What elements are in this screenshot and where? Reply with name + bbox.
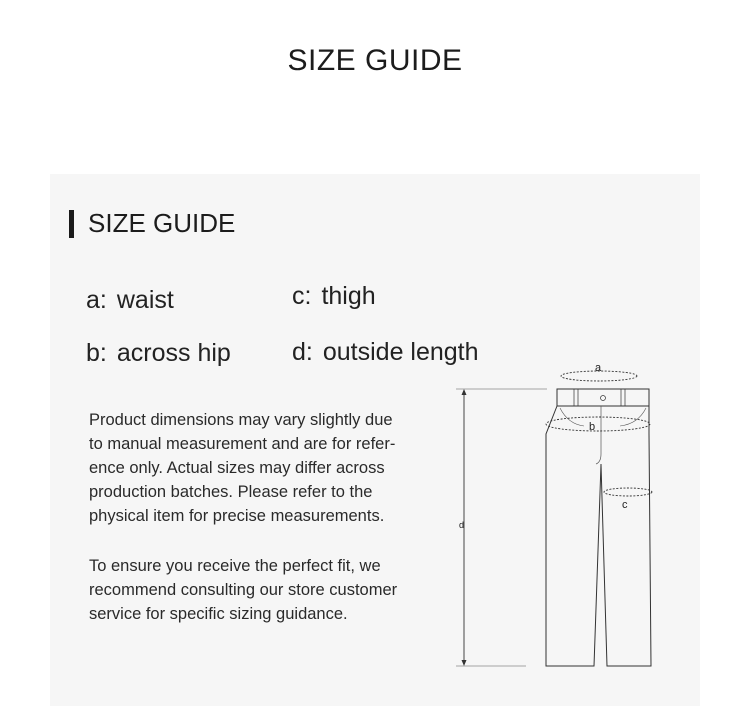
paragraph-line: ence only. Actual sizes may differ across — [89, 459, 385, 477]
size-guide-panel — [50, 174, 700, 706]
legend-label: thigh — [321, 282, 376, 310]
disclaimer-paragraph — [89, 408, 459, 528]
arrow-up-icon — [462, 389, 467, 395]
legend-label: across hip — [116, 339, 231, 367]
fly-stitch — [596, 406, 601, 464]
label-b: b — [589, 421, 596, 433]
paragraph-line: service for specific sizing guidance. — [89, 605, 348, 623]
button-icon — [601, 396, 606, 401]
pocket-left — [560, 408, 584, 426]
header-accent-bar — [69, 210, 74, 238]
legend-label: outside length — [322, 338, 479, 366]
arrow-down-icon — [462, 660, 467, 666]
trousers-diagram — [450, 354, 700, 674]
legend-key: b: — [86, 339, 107, 367]
waistband — [557, 389, 649, 406]
belt-loop-left — [574, 389, 578, 406]
paragraph-line: To ensure you receive the perfect fit, we — [89, 557, 381, 575]
page-title: SIZE GUIDE — [287, 44, 463, 77]
legend-key: d: — [292, 338, 313, 366]
legend-key: a: — [86, 286, 107, 314]
paragraph-line: physical item for precise measurements. — [89, 507, 385, 525]
legend-waist — [86, 286, 174, 315]
section-header — [69, 208, 235, 239]
thigh-measure-line — [604, 488, 652, 496]
belt-loop-right — [621, 389, 625, 406]
label-d: d — [459, 520, 465, 530]
section-title: SIZE GUIDE — [88, 208, 236, 238]
paragraph-line: Product dimensions may vary slightly due — [89, 411, 393, 429]
label-a: a — [595, 362, 602, 374]
paragraph-line: recommend consulting our store customer — [89, 581, 398, 599]
paragraph-line: to manual measurement and are for refer- — [89, 435, 396, 453]
legend-across-hip — [86, 339, 231, 368]
label-c: c — [622, 499, 628, 511]
legend-thigh — [292, 282, 376, 311]
pocket-right — [620, 408, 646, 426]
hip-measure-line — [546, 417, 650, 431]
legend-label: waist — [116, 286, 174, 314]
legend-key: c: — [292, 282, 312, 310]
trouser-outline — [546, 406, 651, 666]
fit-advice-paragraph — [89, 554, 459, 626]
paragraph-line: production batches. Please refer to the — [89, 483, 373, 501]
